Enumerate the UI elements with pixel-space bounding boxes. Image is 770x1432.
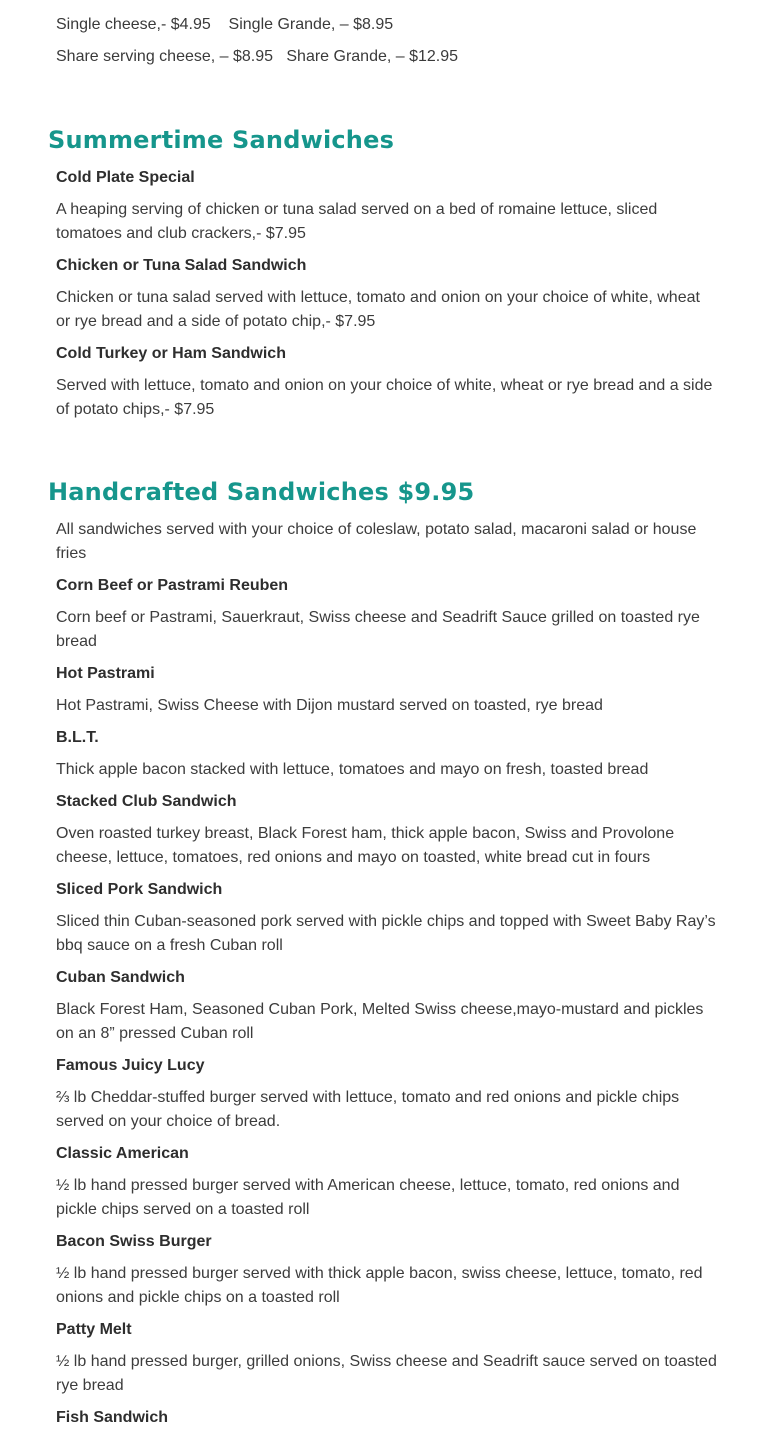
section-intro: All sandwiches served with your choice of coleslaw, potato salad, macaroni salad or house fries xyxy=(56,521,697,562)
menu-item-name: B.L.T. xyxy=(56,729,99,746)
menu-item-description: ½ lb hand pressed burger served with American cheese, lettuce, tomato, red onions and pickle chips served on a toasted roll xyxy=(56,1177,680,1218)
menu-item-name: Famous Juicy Lucy xyxy=(56,1057,205,1074)
menu-item-name: Cold Turkey or Ham Sandwich xyxy=(56,345,286,362)
menu-item-name: Classic American xyxy=(56,1145,189,1162)
menu-item-description: Black Forest Ham, Seasoned Cuban Pork, Melted Swiss cheese,mayo-mustard and pickles on an 8” pressed Cuban roll xyxy=(56,1001,704,1042)
section-title-handcrafted: Handcrafted Sandwiches $9.95 xyxy=(48,478,475,506)
menu-item-name: Patty Melt xyxy=(56,1321,132,1338)
menu-item-description: Served with lettuce, tomato and onion on your choice of white, wheat or rye bread and a side of potato chips,- $7.95 xyxy=(56,377,713,418)
menu-item-name: Chicken or Tuna Salad Sandwich xyxy=(56,257,307,274)
section-title-summertime: Summertime Sandwiches xyxy=(48,126,395,154)
menu-item-description: Chicken or tuna salad served with lettuce, tomato and onion on your choice of white, wheat or rye bread and a side of potato chip,- $7.95 xyxy=(56,289,700,330)
menu-item-name: Fish Sandwich xyxy=(56,1409,169,1426)
menu-item-description: Corn beef or Pastrami, Sauerkraut, Swiss cheese and Seadrift Sauce grilled on toasted rye bread xyxy=(56,609,700,650)
menu-item-name: Stacked Club Sandwich xyxy=(56,793,237,810)
menu-item-description: Oven roasted turkey breast, Black Forest ham, thick apple bacon, Swiss and Provolone cheese, lettuce, tomatoes, red onions and mayo on toasted, white bread cut in fours xyxy=(56,825,675,866)
menu-item-description: ½ lb hand pressed burger, grilled onions, Swiss cheese and Seadrift sauce served on toasted rye bread xyxy=(56,1353,717,1394)
menu-item-name: Hot Pastrami xyxy=(56,665,155,682)
cheese-price-line-2: Share serving cheese, – $8.95 Share Grande, – $12.95 xyxy=(56,48,459,65)
menu-item-description: Hot Pastrami, Swiss Cheese with Dijon mustard served on toasted, rye bread xyxy=(56,697,603,714)
menu-item-name: Cold Plate Special xyxy=(56,169,195,186)
menu-item-description: ⅔ lb Cheddar-stuffed burger served with lettuce, tomato and red onions and pickle chips served on your choice of bread. xyxy=(56,1089,680,1130)
menu-item-name: Sliced Pork Sandwich xyxy=(56,881,223,898)
menu-item-name: Corn Beef or Pastrami Reuben xyxy=(56,577,289,594)
menu-item-description: ½ lb hand pressed burger served with thick apple bacon, swiss cheese, lettuce, tomato, red onions and pickle chips on a toasted roll xyxy=(56,1265,703,1306)
menu-item-name: Cuban Sandwich xyxy=(56,969,185,986)
menu-item-description: A heaping serving of chicken or tuna salad served on a bed of romaine lettuce, sliced tomatoes and club crackers,- $7.95 xyxy=(56,201,658,242)
menu-item-description: Thick apple bacon stacked with lettuce, tomatoes and mayo on fresh, toasted bread xyxy=(56,761,649,778)
menu-item-description: Sliced thin Cuban-seasoned pork served with pickle chips and topped with Sweet Baby Ray’s bbq sauce on a fresh Cuban roll xyxy=(56,913,716,954)
cheese-price-line-1: Single cheese,- $4.95 Single Grande, – $8.95 xyxy=(56,16,394,33)
menu-item-name: Bacon Swiss Burger xyxy=(56,1233,212,1250)
